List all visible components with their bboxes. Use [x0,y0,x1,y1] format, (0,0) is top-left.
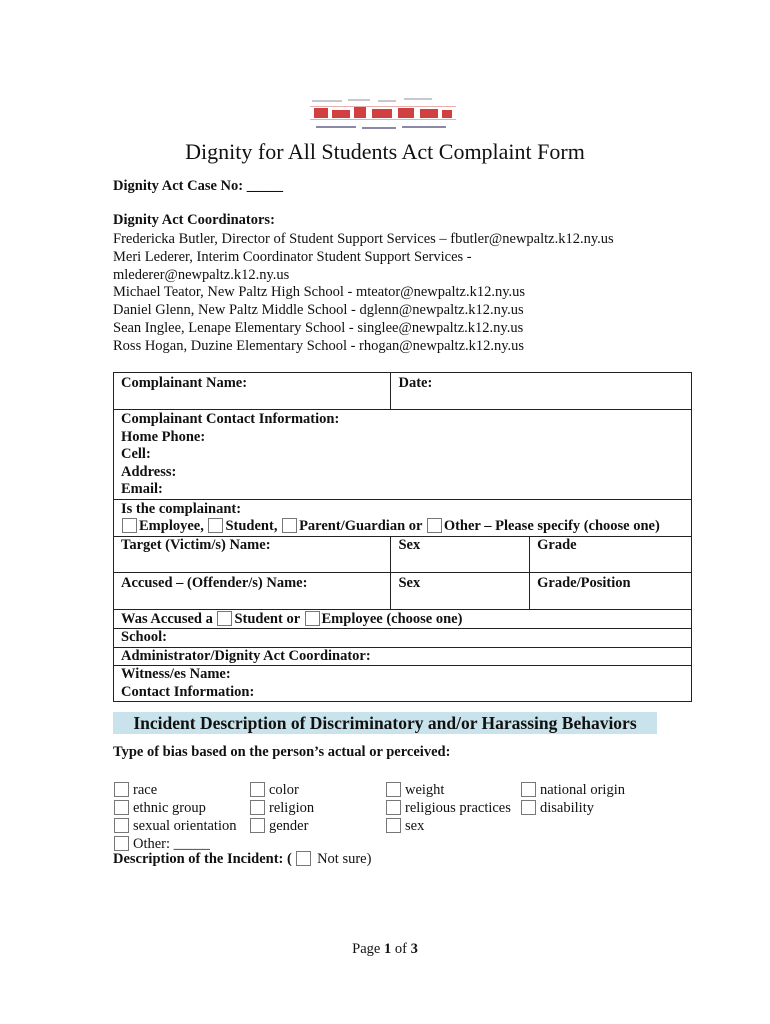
target-grade-cell[interactable] [530,536,692,572]
contact-info-cell[interactable] [114,410,692,500]
page-title: Dignity for All Students Act Complaint Form [185,139,585,164]
coordinator-line: Meri Lederer, Interim Coordinator Student Support Services - [113,248,472,265]
accused-grade-label: Grade/Position [537,574,631,591]
not-sure-label: Not sure) [317,851,372,867]
not-sure-checkbox[interactable] [296,851,311,866]
coordinator-line: Fredericka Butler, Director of Student Support Services – fbutler@newpaltz.k12.ny.us [113,231,614,247]
complainant-type-question: Is the complainant: [121,500,242,517]
disability-checkbox[interactable] [521,800,536,815]
cell-label: Cell: [121,446,151,462]
case-number: Dignity Act Case No: _____ [113,178,283,194]
accused-employee-option: Employee (choose one) [321,610,463,627]
parent-checkbox[interactable] [282,518,297,533]
witness-contact-label: Contact Information: [121,683,255,700]
target-name-label: Target (Victim/s) Name: [121,536,271,553]
student-checkbox[interactable] [208,518,223,533]
sexual-orientation-checkbox[interactable] [114,818,129,833]
contact-heading: Complainant Contact Information: [121,411,340,427]
religious-practices-checkbox[interactable] [386,800,401,815]
email-label: Email: [121,481,163,497]
accused-student-option: Student or [234,610,300,627]
ethnic-group-label: ethnic group [133,800,206,816]
home-phone-label: Home Phone: [121,428,206,445]
complainant-name-cell[interactable] [114,373,391,410]
other-option: Other – Please specify (choose one) [443,518,660,534]
accused-employee-checkbox[interactable] [305,611,320,626]
religion-label: religion [269,800,315,816]
employee-option: Employee, [139,518,204,534]
student-option: Student, [225,518,278,534]
date-label: Date: [398,375,433,391]
race-checkbox[interactable] [114,782,129,797]
total-pages: 3 [410,941,418,957]
coordinator-line: Ross Hogan, Duzine Elementary School - rhogan@newpaltz.k12.ny.us [113,337,525,354]
coordinator-line: Sean Inglee, Lenape Elementary School - singlee@newpaltz.k12.ny.us [113,319,524,336]
date-cell[interactable] [391,373,692,410]
accused-sex-cell[interactable] [391,572,530,609]
witness-cell[interactable] [114,666,692,702]
color-checkbox[interactable] [250,782,265,797]
parent-option: Parent/Guardian or [299,518,423,534]
incident-section-heading [113,712,657,734]
complaint-table [113,372,692,702]
sex-label: sex [405,818,425,834]
employee-checkbox[interactable] [122,518,137,533]
gender-checkbox[interactable] [250,818,265,833]
description-label: Description of the Incident: ( [113,851,292,867]
disability-label: disability [540,800,594,816]
other-bias-label: Other: _____ [133,836,210,852]
administrator-label: Administrator/Dignity Act Coordinator: [121,647,371,664]
religious-practices-label: religious practices [405,800,511,816]
coordinator-line: mlederer@newpaltz.k12.ny.us [113,266,290,283]
incident-heading-text: Incident Description of Discriminatory and/or Harassing Behaviors [133,713,637,733]
of-word: of [394,941,407,957]
color-label: color [269,782,299,798]
bias-question: Type of bias based on the person’s actual or perceived: [113,744,451,760]
address-label: Address: [121,463,177,480]
national-origin-label: national origin [540,782,625,798]
target-sex-cell[interactable] [391,536,530,572]
target-sex-label: Sex [398,536,421,553]
accused-student-checkbox[interactable] [217,611,232,626]
ethnic-group-checkbox[interactable] [114,800,129,815]
religion-checkbox[interactable] [250,800,265,815]
coordinator-line: Daniel Glenn, New Paltz Middle School - dglenn@newpaltz.k12.ny.us [113,302,524,319]
accused-name-label: Accused – (Offender/s) Name: [121,574,308,591]
weight-checkbox[interactable] [386,782,401,797]
gender-label: gender [269,818,309,834]
weight-label: weight [405,782,445,798]
accused-type-cell [114,609,692,629]
national-origin-checkbox[interactable] [521,782,536,797]
complainant-type-cell [114,499,692,536]
coordinator-line: Michael Teator, New Paltz High School - mteator@newpaltz.k12.ny.us [113,284,526,301]
race-label: race [133,782,158,798]
incident-description-row [113,851,371,868]
accused-grade-cell[interactable] [530,572,692,609]
target-grade-label: Grade [537,536,577,553]
coordinators-heading: Dignity Act Coordinators: [113,212,275,228]
accused-sex-label: Sex [398,574,421,591]
target-name-cell[interactable] [114,536,391,572]
current-page: 1 [383,941,392,957]
other-checkbox[interactable] [427,518,442,533]
accused-type-question: Was Accused a [121,610,213,627]
school-cell[interactable] [114,629,692,648]
witness-name-label: Witness/es Name: [121,666,231,682]
sex-checkbox[interactable] [386,818,401,833]
school-label: School: [121,629,167,645]
school-logo [308,96,460,136]
other-bias-checkbox[interactable] [114,836,129,851]
sexual-orientation-label: sexual orientation [133,818,237,834]
page-word: Page [352,941,381,957]
coordinators-list [113,231,673,356]
accused-name-cell[interactable] [114,572,391,609]
complainant-name-label: Complainant Name: [121,375,248,391]
administrator-cell[interactable] [114,647,692,666]
page-footer [0,941,770,958]
